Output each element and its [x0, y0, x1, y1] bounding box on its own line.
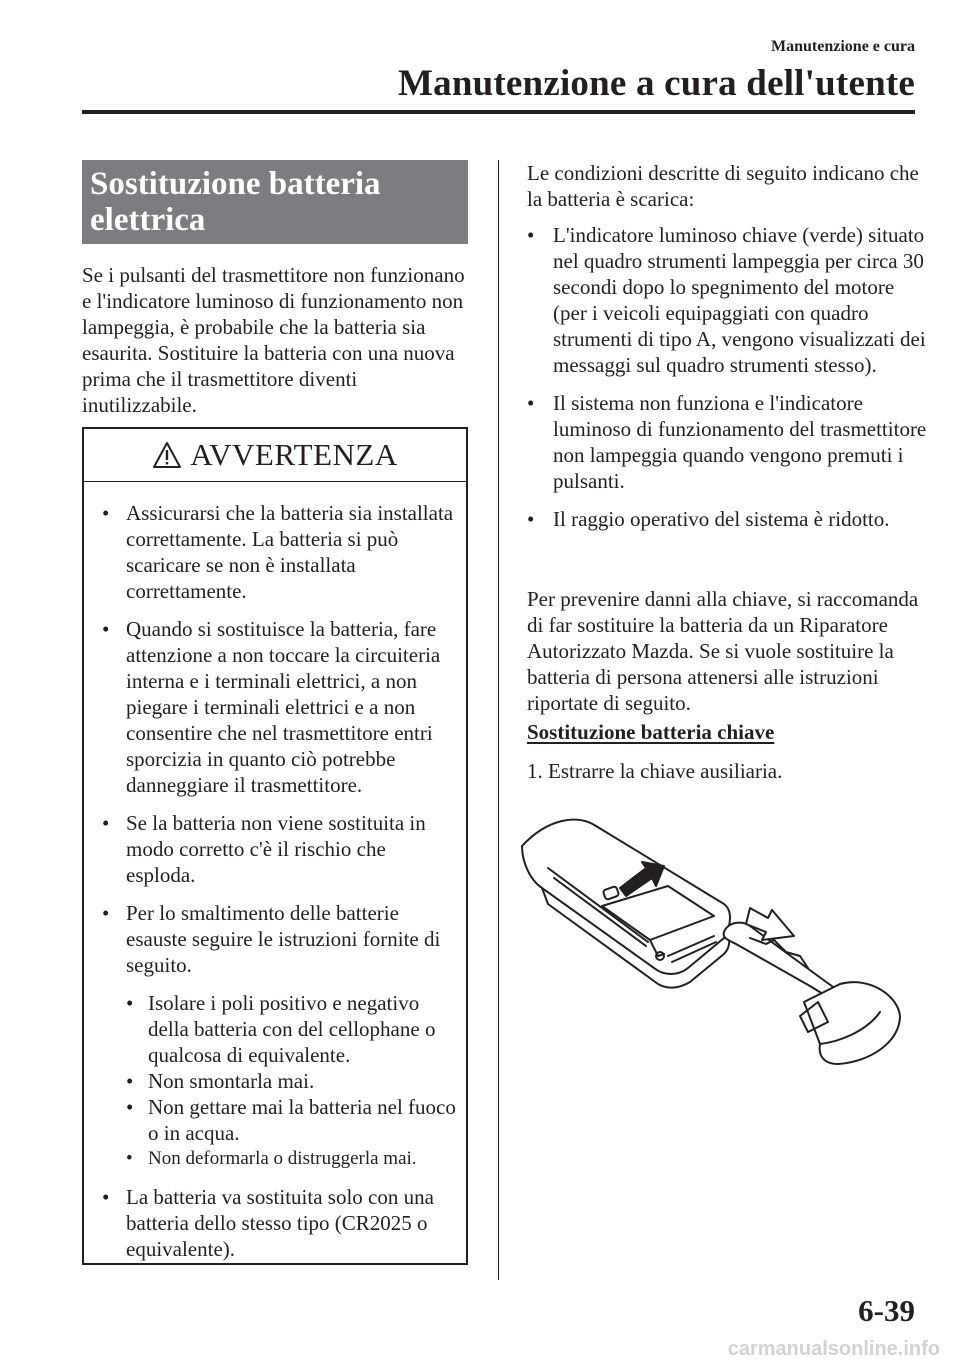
running-header-section: Manutenzione e cura — [771, 38, 915, 55]
bullet-icon: • — [527, 391, 535, 415]
bullet-icon: • — [102, 901, 110, 925]
page-number: 6-39 — [858, 1293, 915, 1328]
warning-item: • Per lo smaltimento delle batterie esauste seguire le istruzioni fornite di seguito. • Isolare i poli positivo e negativo della batteria con del cellophane o qualcosa di equivalente. • Non smontarla mai. • Non gettare mai la batteria nel fuoco o in acqua. • Non deformarla o distruggerla mai. — [102, 900, 456, 1172]
bullet-icon: • — [102, 501, 110, 525]
running-header-title: Manutenzione a cura dell'utente — [398, 63, 915, 104]
recommendation-paragraph: Per prevenire danni alla chiave, si raccomanda di far sostituire la batteria da un Riparatore Autorizzato Mazda. Se si vuole sostituire la batteria di persona attenersi alle istruzioni riportate di seguito. — [527, 587, 919, 715]
watermark: carmanualsonline.info — [727, 1338, 940, 1360]
intro-paragraph: Se i pulsanti del trasmettitore non funzionano e l'indicatore luminoso di funzionamento non lampeggia, è probabile che la batteria sia esaurita. Sostituire la batteria con una nuova prima che il trasmettitore diventi inutilizzabile. — [82, 263, 465, 417]
disposal-sub-list — [126, 990, 456, 1172]
header-rule — [82, 110, 915, 114]
column-divider — [498, 160, 499, 1280]
bullet-icon: • — [102, 617, 110, 641]
conditions-intro: Le condizioni descritte di seguito indicano che la batteria è scarica: — [527, 161, 919, 211]
step-1: 1. Estrarre la chiave ausiliaria. — [527, 759, 783, 783]
condition-item: • Il sistema non funziona e l'indicatore luminoso di funzionamento del trasmettitore non lampeggia quando vengono premuti i pulsanti. — [527, 391, 927, 493]
bullet-icon: • — [527, 223, 535, 247]
warning-title: AVVERTENZA — [190, 437, 398, 472]
bullet-icon: • — [102, 811, 110, 835]
condition-item: • L'indicatore luminoso chiave (verde) situato nel quadro strumenti lampeggia per circa 30 secondi dopo lo spegnimento del motore (per i veicoli equipaggiati con quadro strumenti di tipo A, vengono visualizzati dei messaggi sul quadro strumenti stesso). — [527, 223, 926, 377]
warning-triangle-icon — [152, 441, 182, 469]
bullet-icon: • — [102, 1185, 110, 1209]
conditions-list — [527, 222, 927, 544]
bullet-icon: • — [527, 507, 535, 531]
key-fob-illustration — [518, 806, 918, 1086]
sub-item: • Non deformarla o distruggerla mai. — [126, 1146, 456, 1172]
warning-list — [84, 482, 466, 1262]
warning-item: • Quando si sostituisce la batteria, fare attenzione a non toccare la circuiteria interna e i terminali elettrici, a non piegare i terminali elettrici e a non consentire che nel trasmettitore entri sporcizia in quanto ciò potrebbe danneggiare il trasmettitore. — [102, 617, 441, 797]
subsection-heading: Sostituzione batteria chiave — [527, 720, 775, 744]
section-title-box — [82, 160, 468, 244]
sub-item: • Non smontarla mai. — [126, 1069, 315, 1093]
bullet-icon: • — [126, 1095, 134, 1119]
section-title-line1: Sostituzione batteria — [90, 166, 381, 202]
warning-header — [84, 429, 466, 482]
bullet-icon: • — [126, 1069, 134, 1093]
bullet-icon: • — [126, 991, 134, 1015]
warning-item: • La batteria va sostituita solo con una batteria dello stesso tipo (CR2025 o equivalente). — [102, 1185, 434, 1261]
warning-item: • Assicurarsi che la batteria sia installata correttamente. La batteria si può scaricare se non è installata correttamente. — [102, 501, 454, 603]
warning-box — [82, 427, 468, 1265]
section-title-line2: elettrica — [90, 202, 206, 238]
warning-item: • Se la batteria non viene sostituita in modo corretto c'è il rischio che esploda. — [102, 811, 426, 887]
sub-item: • Non gettare mai la batteria nel fuoco o in acqua. — [126, 1095, 456, 1145]
sub-item: • Isolare i poli positivo e negativo della batteria con del cellophane o qualcosa di equivalente. — [126, 991, 436, 1067]
condition-item: • Il raggio operativo del sistema è ridotto. — [527, 507, 890, 531]
bullet-icon: • — [126, 1148, 133, 1169]
